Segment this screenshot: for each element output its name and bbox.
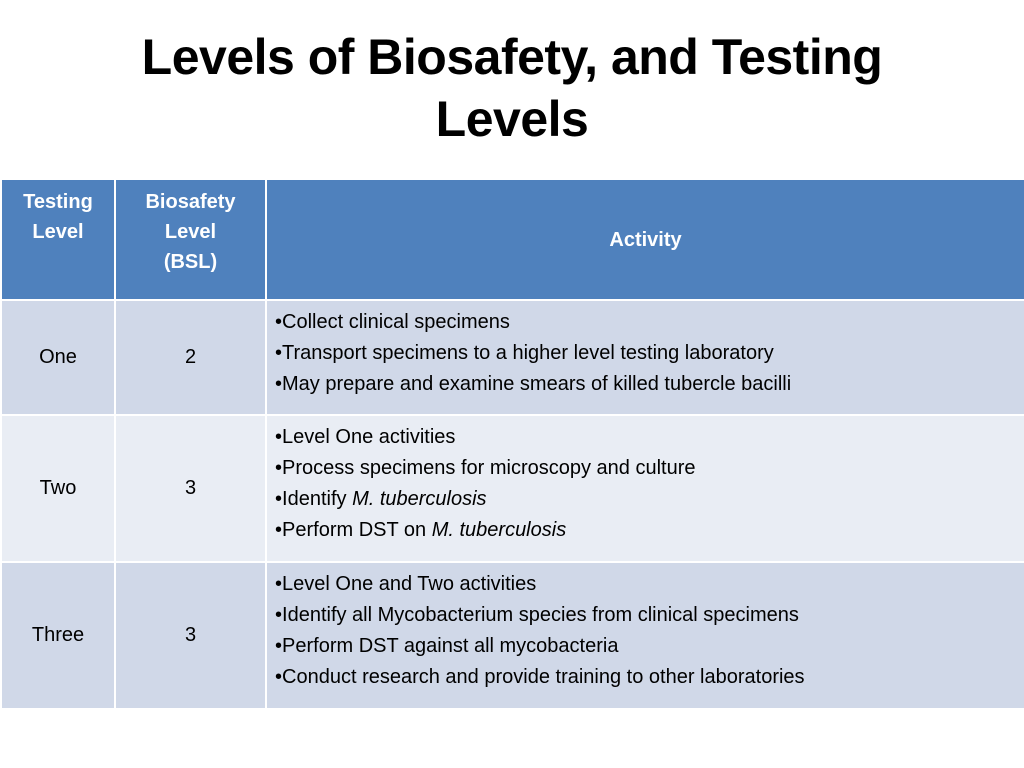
activity-list: [275, 307, 1016, 400]
header-biosafety-level: [115, 179, 266, 300]
activity-italic-text: M. tuberculosis: [431, 519, 567, 541]
activity-item: [275, 631, 1016, 662]
activity-text: Identify: [282, 488, 353, 510]
activity-italic-text: M. tuberculosis: [352, 488, 487, 510]
activity-text: Level One and Two activities: [282, 573, 537, 595]
testing-level-cell: Three: [1, 562, 115, 709]
activity-list: [275, 422, 1016, 546]
activity-cell: [266, 300, 1024, 415]
testing-level-cell: One: [1, 300, 115, 415]
activity-item: [275, 369, 1016, 400]
activity-item: [275, 307, 1016, 338]
header-biosafety-level-line: Level: [164, 221, 217, 243]
activity-item: [275, 422, 1016, 453]
activity-item: [275, 515, 1016, 546]
table-row: [1, 415, 1024, 562]
activity-text: Perform DST on: [282, 519, 432, 541]
activity-list: [275, 569, 1016, 693]
testing-level-cell: Two: [1, 415, 115, 562]
activity-item: [275, 662, 1016, 693]
activity-item: [275, 453, 1016, 484]
activity-item: [275, 600, 1016, 631]
header-activity: Activity: [266, 179, 1024, 300]
activity-text: Collect clinical specimens: [282, 311, 510, 333]
activity-text: Transport specimens to a higher level testing laboratory: [282, 342, 774, 364]
bsl-cell: 3: [115, 415, 266, 562]
activity-item: [275, 338, 1016, 369]
activity-cell: [266, 562, 1024, 709]
table-row: [1, 562, 1024, 709]
activity-text: Identify all Mycobacterium species from clinical specimens: [282, 604, 799, 626]
activity-item: [275, 569, 1016, 600]
table-header-row: [1, 179, 1024, 300]
bsl-cell: 3: [115, 562, 266, 709]
biosafety-table-container: [0, 178, 1024, 710]
header-testing-level-line: Testing: [23, 191, 93, 213]
biosafety-table: [0, 178, 1024, 710]
activity-text: Perform DST against all mycobacteria: [282, 635, 619, 657]
activity-cell: [266, 415, 1024, 562]
header-biosafety-level-line: Biosafety: [145, 191, 236, 213]
header-biosafety-level-line: (BSL): [163, 251, 218, 273]
activity-text: May prepare and examine smears of killed tubercle bacilli: [282, 373, 792, 395]
header-testing-level: [1, 179, 115, 300]
table-row: [1, 300, 1024, 415]
slide-title: [60, 26, 964, 150]
slide-title-line-2: Levels: [435, 91, 589, 147]
bsl-cell: 2: [115, 300, 266, 415]
header-testing-level-line: Level: [32, 221, 84, 243]
activity-text: Level One activities: [282, 426, 456, 448]
slide-title-line-1: Levels of Biosafety, and Testing: [141, 29, 883, 85]
activity-text: Conduct research and provide training to other laboratories: [282, 666, 805, 688]
activity-text: Process specimens for microscopy and culture: [282, 457, 696, 479]
activity-item: [275, 484, 1016, 515]
